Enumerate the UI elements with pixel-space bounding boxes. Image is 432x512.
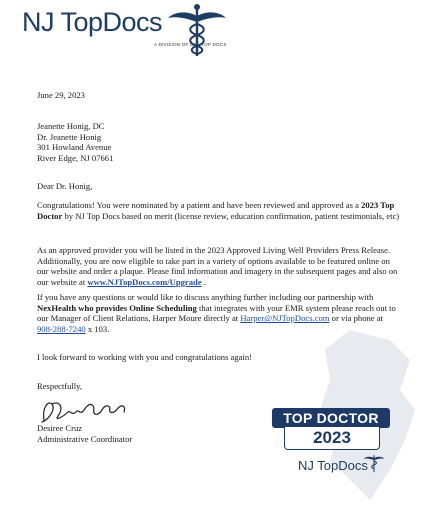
recipient-address xyxy=(37,121,113,163)
badge-title: TOP DOCTOR xyxy=(272,408,390,428)
letter-date: June 29, 2023 xyxy=(37,90,85,100)
caduceus-small-icon xyxy=(363,452,385,474)
logo-subtitle: A DIVISION OF USA TOP DOCS xyxy=(154,42,227,47)
paragraph-congratulations xyxy=(37,200,403,221)
recipient-line: 301 Howland Avenue xyxy=(37,142,112,153)
para-text: Congratulations! You were nominated by a patient and have been reviewed and approved as a xyxy=(37,200,362,210)
top-doctor-bold: 2023 Top Doctor xyxy=(37,200,395,221)
salutation: Dear Dr. Honig, xyxy=(37,181,93,191)
signoff: Respectfully, xyxy=(37,381,83,391)
top-doctor-badge xyxy=(272,408,390,452)
recipient-line: Jeanette Honig, DC xyxy=(37,121,105,131)
email-link[interactable]: Harper@NJTopDocs.com xyxy=(240,313,330,324)
recipient-line: River Edge, NJ 07661 xyxy=(37,152,114,163)
upgrade-link[interactable]: www.NJTopDocs.com/Upgrade xyxy=(87,276,202,287)
para-text: . xyxy=(201,276,206,287)
badge-year: 2023 xyxy=(284,427,380,450)
closing-line: I look forward to working with you and congratulations again! xyxy=(37,352,253,362)
para-text: If you have any questions or would like to discuss anything further including our partnership with xyxy=(37,292,374,302)
paragraph-contact xyxy=(37,292,403,334)
badge-logo-text: NJ TopDocs xyxy=(298,458,368,473)
para-text: by NJ Top Docs based on merit (license review, education confirmation, patient testimonials, etc) xyxy=(62,210,400,221)
para-text: or via phone at xyxy=(329,313,383,324)
signer-name: Desiree Cruz xyxy=(37,423,83,433)
recipient-line: Dr. Jeanette Honig xyxy=(37,131,102,142)
para-text: As an approved provider you will be listed in the 2023 Approved Living Well Providers Press Release. Additionally, you are now eligible to take part in a variety of options available to be featured online on our website and order a plaque. Please find information and imagery in the subsequent pages and also on our website at xyxy=(37,245,398,287)
logo-text: NJ TopDocs xyxy=(22,7,163,37)
nexhealth-bold: NexHealth who provides Online Scheduling xyxy=(37,302,197,313)
signer-block xyxy=(37,423,132,444)
paragraph-listing xyxy=(37,245,403,287)
para-text: that integrates with your EMR system please reach out to our Manager of Client Relations, Harper Moure directly at xyxy=(37,302,396,324)
phone-link[interactable]: 908-288-7240 xyxy=(37,323,86,334)
signer-title: Administrative Coordinator xyxy=(37,433,133,444)
phone-ext: x 103. xyxy=(85,323,110,334)
caduceus-icon xyxy=(166,2,228,58)
handwritten-signature xyxy=(38,394,134,426)
